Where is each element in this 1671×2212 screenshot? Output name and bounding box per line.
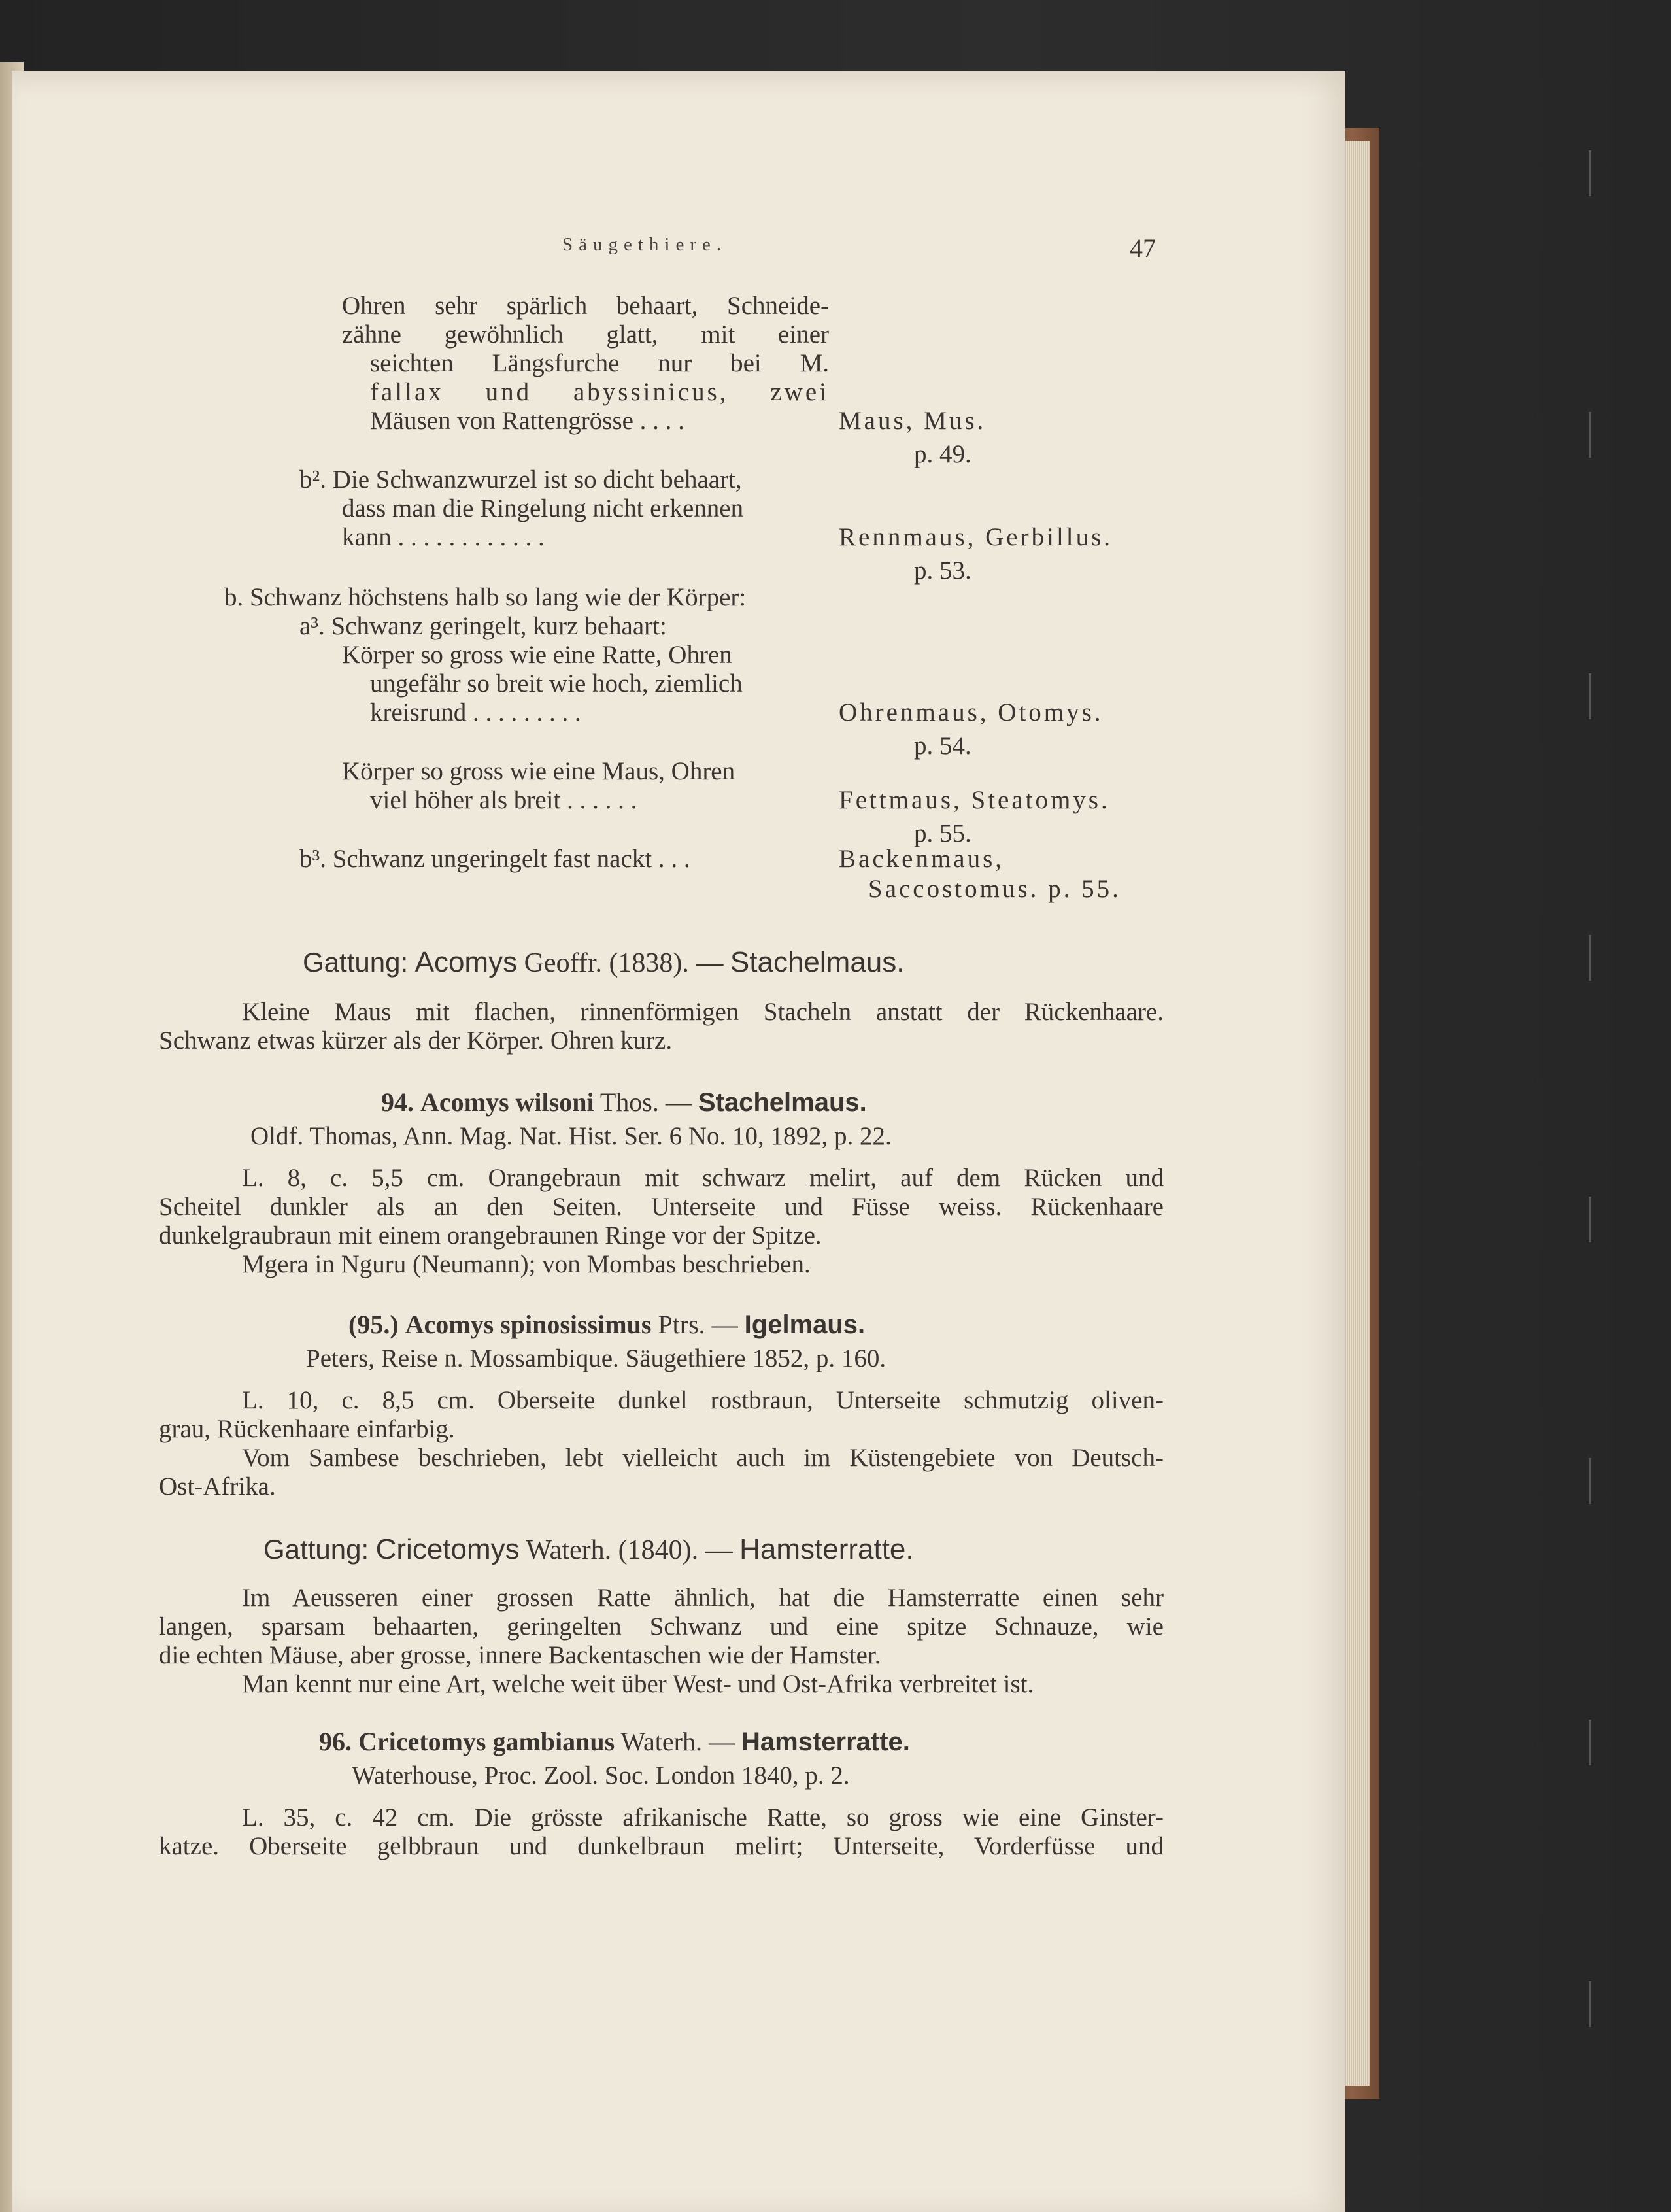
key-line: dass man die Ringelung nicht erkennen: [342, 494, 744, 522]
key-line: Mäusen von Rattengrösse . . . .: [370, 407, 684, 435]
species-author: Ptrs. —: [658, 1310, 738, 1339]
species-reference: Peters, Reise n. Mossambique. Säugethiere 1852, p. 160.: [306, 1344, 886, 1372]
species-author: Thos. —: [599, 1087, 692, 1117]
species-reference: Oldf. Thomas, Ann. Mag. Nat. Hist. Ser. 6 No. 10, 1892, p. 22.: [250, 1122, 892, 1150]
key-line: zähne gewöhnlich glatt, mit einer: [342, 320, 829, 349]
key-line: fallax und abyssinicus, zwei: [370, 378, 829, 406]
genus-description: Schwanz etwas kürzer als der Körper. Ohren kurz.: [159, 1027, 673, 1055]
key-line: kann . . . . . . . . . . . .: [342, 523, 545, 551]
key-line: Ohren sehr spärlich behaart, Schneide-: [342, 292, 829, 320]
species-heading-96: [319, 1727, 910, 1756]
genus-common-name: Stachelmaus.: [730, 946, 905, 978]
key-result: Saccostomus. p. 55.: [868, 875, 1121, 903]
key-line: ungefähr so breit wie hoch, ziemlich: [370, 670, 743, 698]
key-page-ref: p. 54.: [914, 732, 971, 760]
species-description: L. 35, c. 42 cm. Die grösste afrikanische Ratte, so gross wie eine Ginster-: [242, 1803, 1164, 1831]
book-page: [12, 71, 1345, 2212]
key-page-ref: p. 49.: [914, 440, 971, 468]
species-number: (95.): [348, 1310, 399, 1339]
species-description: Ost-Afrika.: [159, 1472, 276, 1501]
genus-author: Waterh. (1840). —: [526, 1535, 733, 1565]
key-line: b². Die Schwanzwurzel ist so dicht behaart,: [299, 466, 742, 494]
key-line: viel höher als breit . . . . . .: [370, 786, 637, 814]
genus-description: Im Aeusseren einer grossen Ratte ähnlich, hat die Hamsterratte einen sehr: [242, 1584, 1164, 1612]
species-author: Waterh. —: [620, 1727, 735, 1756]
species-common-name: Hamsterratte.: [741, 1727, 910, 1756]
species-number: 94.: [381, 1087, 414, 1117]
species-common-name: Igelmaus.: [744, 1310, 866, 1339]
species-description: grau, Rückenhaare einfarbig.: [159, 1415, 455, 1443]
species-description: katze. Oberseite gelbbraun und dunkelbraun melirt; Unterseite, Vorderfüsse und: [159, 1832, 1164, 1860]
scan-ruler: [1562, 0, 1641, 2212]
key-page-ref: p. 55.: [914, 819, 971, 847]
key-line: seichten Längsfurche nur bei M.: [370, 349, 829, 377]
species-reference: Waterhouse, Proc. Zool. Soc. London 1840, p. 2.: [352, 1761, 850, 1790]
key-result: Backenmaus,: [839, 845, 1005, 873]
genus-prefix: Gattung:: [303, 947, 409, 978]
key-line: Körper so gross wie eine Ratte, Ohren: [342, 641, 732, 669]
key-line: a³. Schwanz geringelt, kurz behaart:: [299, 612, 667, 640]
genus-common-name: Hamsterratte.: [739, 1533, 914, 1565]
species-name: Acomys wilsoni: [420, 1087, 594, 1117]
key-line: b³. Schwanz ungeringelt fast nackt . . .: [299, 845, 690, 873]
species-common-name: Stachelmaus.: [698, 1088, 867, 1117]
species-heading-95: [348, 1310, 865, 1339]
genus-heading-acomys: [303, 948, 905, 978]
key-result: Ohrenmaus, Otomys.: [839, 698, 1104, 726]
genus-description: Man kennt nur eine Art, welche weit über West- und Ost-Afrika verbreitet ist.: [242, 1670, 1034, 1698]
species-name: Acomys spinosissimus: [405, 1310, 652, 1339]
genus-author: Geoffr. (1838). —: [524, 948, 724, 978]
genus-name: Acomys: [414, 946, 518, 978]
species-description: dunkelgraubraun mit einem orangebraunen Ringe vor der Spitze.: [159, 1221, 822, 1250]
species-heading-94: [381, 1088, 867, 1117]
genus-description: langen, sparsam behaarten, geringelten Schwanz und eine spitze Schnauze, wie: [159, 1612, 1164, 1641]
species-description: Scheitel dunkler als an den Seiten. Unterseite und Füsse weiss. Rückenhaare: [159, 1193, 1164, 1221]
species-description: L. 10, c. 8,5 cm. Oberseite dunkel rostbraun, Unterseite schmutzig oliven-: [242, 1386, 1164, 1414]
genus-prefix: Gattung:: [263, 1534, 369, 1565]
key-page-ref: p. 53.: [914, 556, 971, 585]
genus-description: die echten Mäuse, aber grosse, innere Backentaschen wie der Hamster.: [159, 1641, 881, 1669]
genus-name: Cricetomys: [375, 1533, 520, 1565]
species-description: L. 8, c. 5,5 cm. Orangebraun mit schwarz melirt, auf dem Rücken und: [242, 1164, 1164, 1192]
key-result: Fettmaus, Steatomys.: [839, 786, 1110, 814]
key-line: kreisrund . . . . . . . . .: [370, 698, 581, 726]
key-line: Körper so gross wie eine Maus, Ohren: [342, 757, 735, 785]
species-number: 96.: [319, 1727, 352, 1756]
genus-description: Kleine Maus mit flachen, rinnenförmigen Stacheln anstatt der Rückenhaare.: [242, 998, 1164, 1026]
genus-heading-cricetomys: [263, 1535, 914, 1565]
species-description: Mgera in Nguru (Neumann); von Mombas beschrieben.: [242, 1250, 811, 1278]
key-result: Maus, Mus.: [839, 407, 987, 435]
page-number: 47: [1130, 233, 1156, 263]
key-result: Rennmaus, Gerbillus.: [839, 523, 1113, 551]
key-line: b. Schwanz höchstens halb so lang wie der Körper:: [224, 583, 747, 611]
species-description: Vom Sambese beschrieben, lebt vielleicht auch im Küstengebiete von Deutsch-: [242, 1444, 1164, 1472]
species-name: Cricetomys gambianus: [358, 1727, 615, 1756]
running-title: Säugethiere.: [562, 234, 728, 255]
